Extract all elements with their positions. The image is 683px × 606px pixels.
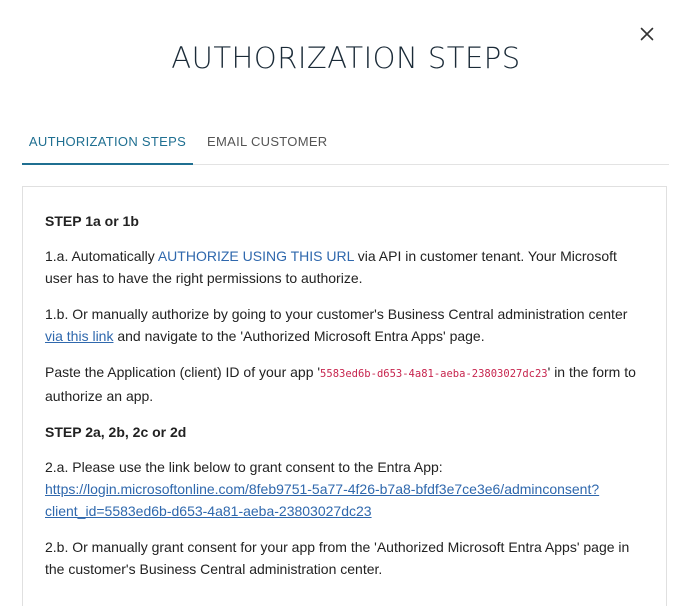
authorize-url-link[interactable]: AUTHORIZE USING THIS URL	[157, 248, 354, 264]
step-2-heading: STEP 2a, 2b, 2c or 2d	[45, 424, 187, 440]
step-1-heading: STEP 1a or 1b	[45, 213, 139, 229]
paste-prefix: Paste the Application (client) ID of your app '	[45, 364, 321, 380]
step-2a-text: 2.a. Please use the link below to grant consent to the Entra App:	[45, 459, 443, 475]
admin-center-link[interactable]: via this link	[45, 328, 114, 344]
step-2a-paragraph	[45, 456, 644, 522]
step-1b-prefix: 1.b. Or manually authorize by going to your customer's Business Central administration center	[45, 306, 628, 322]
admin-consent-link[interactable]	[45, 481, 599, 519]
admin-consent-link-line-2: client_id=5583ed6b-d653-4a81-aeba-23803027dc23	[45, 503, 372, 519]
tab-authorization-steps[interactable]: AUTHORIZATION STEPS	[22, 123, 193, 165]
paste-client-id-paragraph	[45, 361, 644, 407]
authorization-steps-panel	[22, 186, 667, 606]
dialog-title: AUTHORIZATION STEPS	[171, 41, 521, 75]
step-1b-suffix: and navigate to the 'Authorized Microsoft Entra Apps' page.	[113, 328, 485, 344]
tab-bar	[22, 123, 669, 165]
step-1a-suffix: via API in customer tenant. Your Microsoft user has to have the right permissions to authorize.	[45, 248, 617, 286]
application-client-id: 5583ed6b-d653-4a81-aeba-23803027dc23	[320, 368, 548, 380]
step-1a-prefix: 1.a. Automatically	[45, 248, 158, 264]
paste-suffix: ' in the form to authorize an app.	[45, 364, 636, 404]
tab-email-customer[interactable]: EMAIL CUSTOMER	[207, 134, 328, 149]
admin-consent-link-line-1: https://login.microsoftonline.com/8feb9751-5a77-4f26-b7a8-bfdf3e7ce3e6/adminconsent?	[45, 481, 600, 497]
step-2b-paragraph: 2.b. Or manually grant consent for your app from the 'Authorized Microsoft Entra Apps' page in the customer's Business Central administration center.	[45, 539, 630, 577]
step-1b-paragraph	[45, 303, 644, 347]
step-1a-paragraph	[45, 245, 644, 289]
